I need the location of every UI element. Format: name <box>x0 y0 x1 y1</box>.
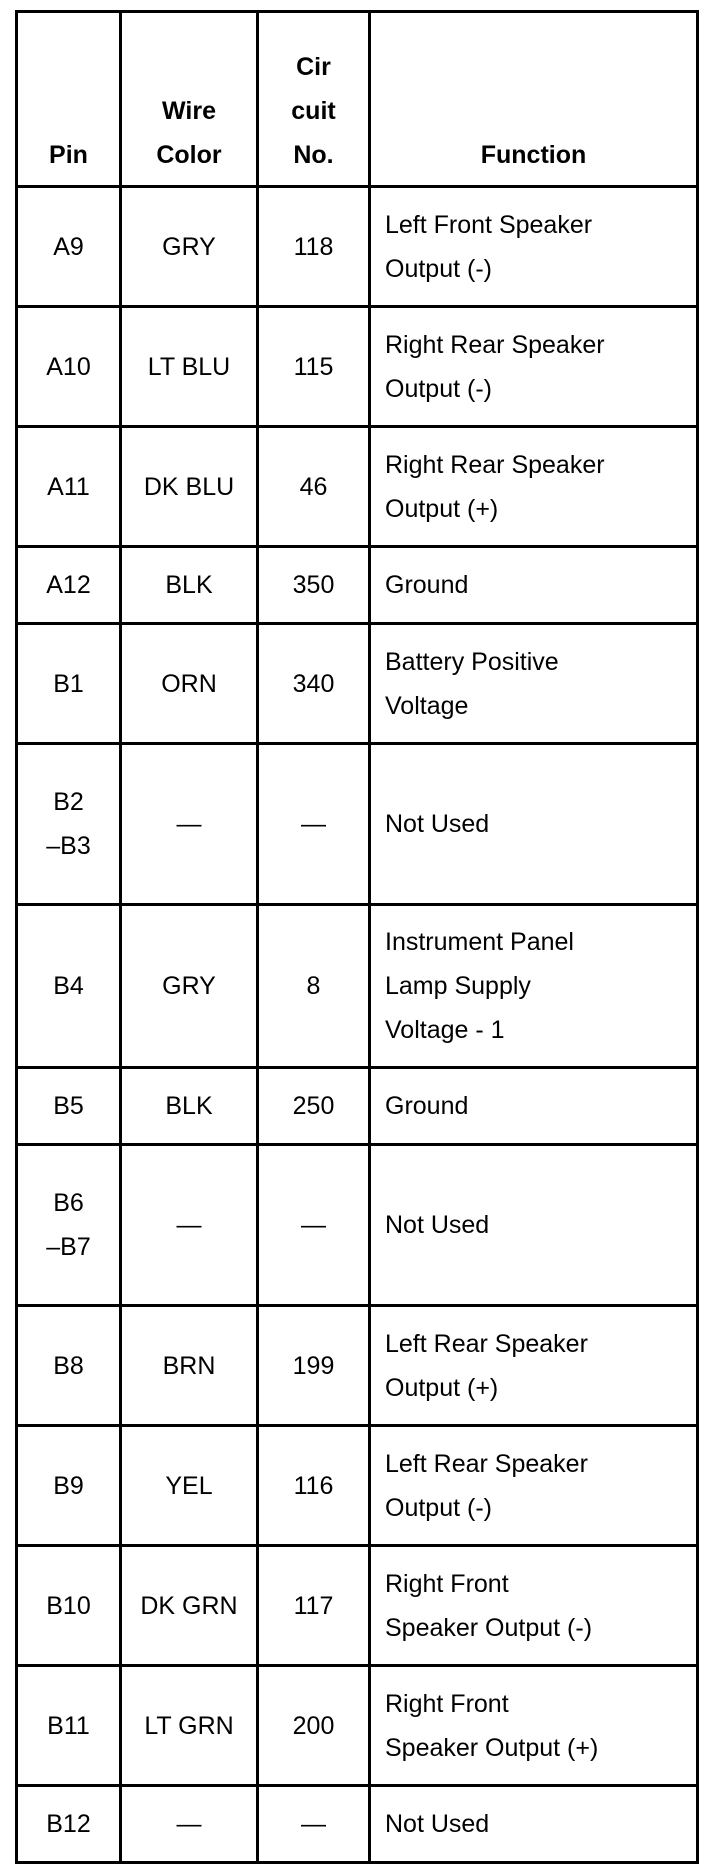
header-wire-color <box>121 12 258 187</box>
table-row <box>17 1786 698 1863</box>
table-row <box>17 624 698 744</box>
function-cell <box>370 547 698 624</box>
connector-pin-table <box>15 10 699 1864</box>
wire-color-cell: BLK <box>121 1068 258 1145</box>
function-text: Not Used <box>385 810 490 838</box>
pin-text: A11 <box>47 472 90 501</box>
pin-cell <box>17 187 121 307</box>
circuit-cell: 117 <box>258 1546 370 1666</box>
circuit-cell: 115 <box>258 307 370 427</box>
header-wire-color-line: Wire <box>162 97 216 125</box>
function-text: Left Rear Speaker <box>385 1329 588 1358</box>
wire-color-cell: — <box>121 1786 258 1863</box>
table-row <box>17 547 698 624</box>
pin-cell <box>17 427 121 547</box>
wire-color-cell: LT GRN <box>121 1666 258 1786</box>
table-header-row <box>17 12 698 187</box>
function-text: Not Used <box>385 1810 490 1838</box>
table-row <box>17 187 698 307</box>
table-row <box>17 1546 698 1666</box>
circuit-cell: — <box>258 1145 370 1306</box>
header-function <box>370 12 698 187</box>
function-text: Ground <box>385 571 469 599</box>
function-text: Ground <box>385 1092 469 1120</box>
table-row <box>17 1145 698 1306</box>
pin-text: B10 <box>46 1591 91 1620</box>
pin-cell <box>17 1145 121 1306</box>
header-circuit-line: cuit <box>291 97 336 125</box>
pin-text: A10 <box>46 352 91 381</box>
pin-cell <box>17 1546 121 1666</box>
function-text: Voltage - 1 <box>385 1016 505 1044</box>
wire-color-cell: LT BLU <box>121 307 258 427</box>
table-row <box>17 905 698 1068</box>
pin-text: B9 <box>53 1471 84 1500</box>
header-pin <box>17 12 121 187</box>
wire-color-cell: — <box>121 744 258 905</box>
pin-cell <box>17 307 121 427</box>
function-text: Output (+) <box>385 1373 499 1402</box>
wire-color-cell: ORN <box>121 624 258 744</box>
pin-cell <box>17 624 121 744</box>
function-text: Output (-) <box>385 1493 492 1522</box>
wire-color-cell: DK BLU <box>121 427 258 547</box>
pin-cell <box>17 744 121 905</box>
function-text: Output (-) <box>385 254 492 283</box>
function-text: Right Rear Speaker <box>385 330 605 359</box>
circuit-cell: 340 <box>258 624 370 744</box>
function-text: Right Rear Speaker <box>385 450 605 479</box>
function-cell <box>370 1666 698 1786</box>
function-text: Left Front Speaker <box>385 210 593 239</box>
function-cell <box>370 1426 698 1546</box>
wire-color-cell: BRN <box>121 1306 258 1426</box>
circuit-cell: 118 <box>258 187 370 307</box>
header-pin-line: Pin <box>49 141 88 169</box>
pin-text: B5 <box>53 1092 84 1120</box>
function-text: Not Used <box>385 1211 490 1239</box>
pin-cell <box>17 905 121 1068</box>
function-cell <box>370 187 698 307</box>
pin-text: B2 <box>53 788 84 816</box>
function-cell <box>370 1068 698 1145</box>
pin-cell <box>17 1666 121 1786</box>
header-wire-color-line: Color <box>156 141 222 169</box>
function-text: Left Rear Speaker <box>385 1449 588 1478</box>
function-text: Right Front <box>385 1569 509 1598</box>
function-text: Battery Positive <box>385 647 559 676</box>
wire-color-cell: BLK <box>121 547 258 624</box>
pin-text: B6 <box>53 1189 84 1217</box>
pin-text: B4 <box>53 972 84 1000</box>
function-text: Lamp Supply <box>385 972 531 1000</box>
pin-cell <box>17 1426 121 1546</box>
pin-text: B11 <box>47 1711 90 1740</box>
circuit-cell: 8 <box>258 905 370 1068</box>
wire-color-cell: GRY <box>121 187 258 307</box>
circuit-cell: 250 <box>258 1068 370 1145</box>
table-row <box>17 1068 698 1145</box>
circuit-cell: 200 <box>258 1666 370 1786</box>
pin-cell <box>17 1068 121 1145</box>
wire-color-cell: DK GRN <box>121 1546 258 1666</box>
header-circuit-line: Cir <box>296 53 331 81</box>
function-text: Voltage <box>385 691 469 720</box>
pin-text: B1 <box>53 669 84 698</box>
function-text: Speaker Output (-) <box>385 1613 593 1642</box>
function-text: Output (-) <box>385 374 492 403</box>
function-text: Instrument Panel <box>385 928 574 956</box>
function-cell <box>370 624 698 744</box>
pin-cell <box>17 547 121 624</box>
circuit-cell: 199 <box>258 1306 370 1426</box>
function-text: Output (+) <box>385 494 499 523</box>
wire-color-cell: — <box>121 1145 258 1306</box>
table-row <box>17 1306 698 1426</box>
function-text: Right Front <box>385 1689 509 1718</box>
function-cell <box>370 1145 698 1306</box>
circuit-cell: 46 <box>258 427 370 547</box>
function-text: Speaker Output (+) <box>385 1733 599 1762</box>
function-cell <box>370 427 698 547</box>
header-circuit-no <box>258 12 370 187</box>
pin-text: A12 <box>46 571 91 599</box>
function-cell <box>370 744 698 905</box>
pin-text: –B3 <box>46 832 91 860</box>
function-cell <box>370 1786 698 1863</box>
table-row <box>17 744 698 905</box>
header-circuit-line: No. <box>293 141 334 169</box>
wire-color-cell: YEL <box>121 1426 258 1546</box>
function-cell <box>370 1306 698 1426</box>
pin-text: –B7 <box>46 1233 91 1261</box>
pin-cell <box>17 1306 121 1426</box>
circuit-cell: — <box>258 1786 370 1863</box>
table-row <box>17 427 698 547</box>
table-row <box>17 1666 698 1786</box>
pin-cell <box>17 1786 121 1863</box>
table-row <box>17 1426 698 1546</box>
table-row <box>17 307 698 427</box>
header-function-line: Function <box>480 141 587 169</box>
function-cell <box>370 307 698 427</box>
pin-text: B8 <box>53 1351 84 1380</box>
function-cell <box>370 1546 698 1666</box>
pin-text: A9 <box>53 232 84 261</box>
function-cell <box>370 905 698 1068</box>
pin-text: B12 <box>46 1810 91 1838</box>
circuit-cell: — <box>258 744 370 905</box>
circuit-cell: 350 <box>258 547 370 624</box>
circuit-cell: 116 <box>258 1426 370 1546</box>
wire-color-cell: GRY <box>121 905 258 1068</box>
